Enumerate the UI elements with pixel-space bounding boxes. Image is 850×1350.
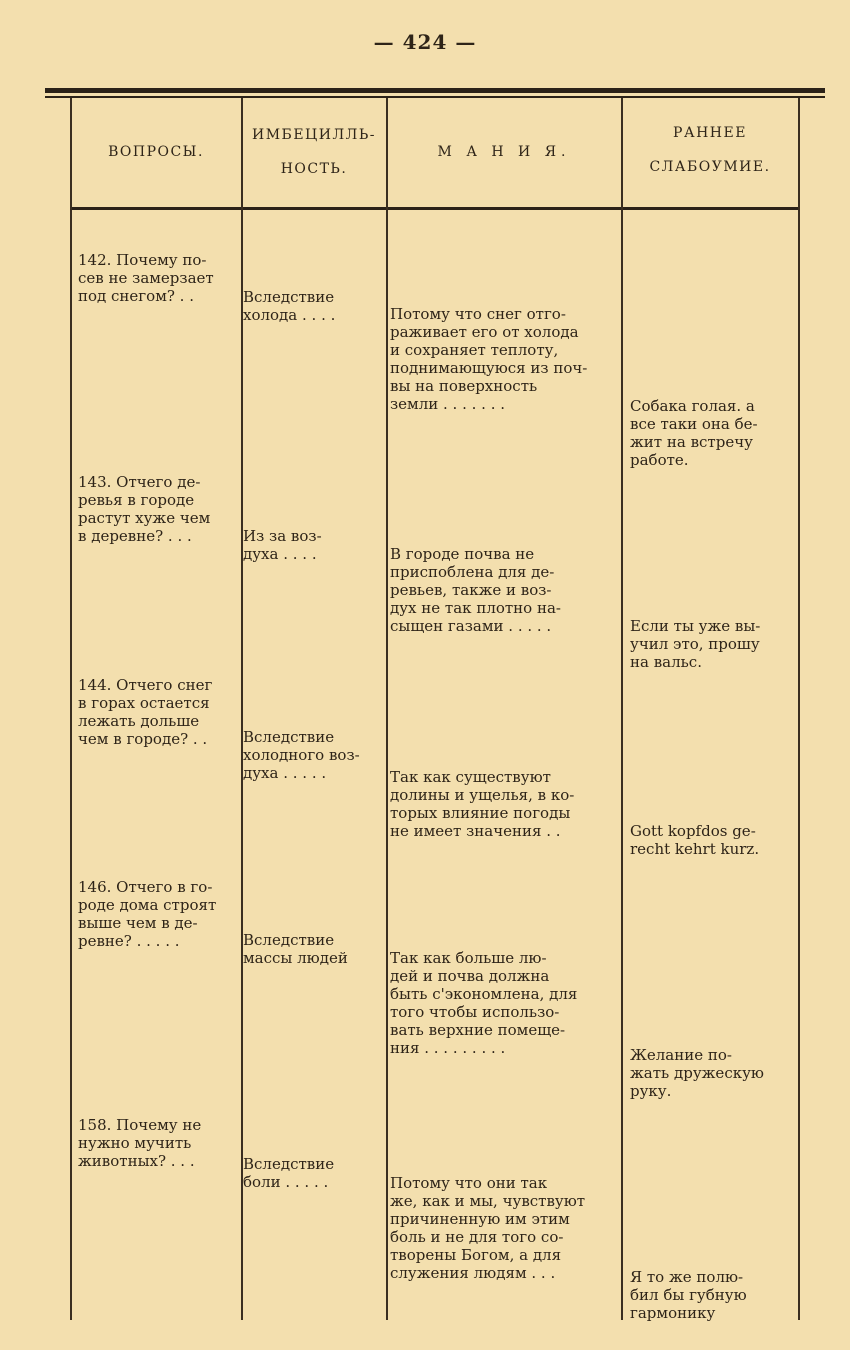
imbecility-cell: Из за воз- духа . . . . bbox=[243, 527, 322, 563]
imbecility-cell: Вследствие холода . . . . bbox=[243, 288, 336, 324]
column-divider-3 bbox=[621, 98, 623, 1320]
dementia-cell: Gott kopfdos ge- recht kehrt kurz. bbox=[630, 822, 760, 858]
header-questions: ВОПРОСЫ. bbox=[108, 144, 204, 160]
question-cell: 142. Почему по- сев не замерзает под снегом? . . bbox=[78, 251, 214, 305]
column-divider-left bbox=[70, 98, 72, 1320]
mania-cell: Потому что снег отго- раживает его от холода и сохраняет теплоту, поднимающуюся из поч- вы на поверхность земли . . . . . . . bbox=[390, 305, 588, 413]
imbecility-cell: Вследствие боли . . . . . bbox=[243, 1155, 335, 1191]
imbecility-cell: Вследствие холодного воз- духа . . . . . bbox=[243, 728, 360, 782]
mania-cell: В городе почва не приспоблена для де- ревьев, также и воз- дух не так плотно на- сыщен газами . . . . . bbox=[390, 545, 561, 635]
dementia-cell: Я то же полю- бил бы губную гармонику bbox=[630, 1268, 747, 1322]
mania-cell: Потому что они так же, как и мы, чувствуют причиненную им этим боль и не для того со- творены Богом, а для служения людям . . . bbox=[390, 1174, 586, 1282]
page-number: — 424 — bbox=[373, 30, 477, 54]
dementia-cell: Если ты уже вы- учил это, прошу на вальс. bbox=[630, 617, 761, 671]
column-divider-2 bbox=[386, 98, 388, 1320]
top-rule-thick bbox=[45, 88, 825, 93]
header-rule bbox=[72, 207, 798, 210]
top-rule-thin bbox=[45, 96, 825, 98]
header-imbecility: ИМБЕЦИЛЛЬ- НОСТЬ. bbox=[252, 127, 376, 177]
header-mania: М А Н И Я. bbox=[437, 144, 571, 160]
mania-cell: Так как существуют долины и ущелья, в ко- торых влияние погоды не имеет значения . . bbox=[390, 768, 575, 840]
question-cell: 143. Отчего де- ревья в городе растут хуже чем в деревне? . . . bbox=[78, 473, 211, 545]
question-cell: 158. Почему не нужно мучить животных? . . . bbox=[78, 1116, 202, 1170]
header-dementia: РАННЕЕ СЛАБОУМИЕ. bbox=[649, 125, 771, 175]
column-divider-right bbox=[798, 98, 800, 1320]
question-cell: 144. Отчего снег в горах остается лежать дольше чем в городе? . . bbox=[78, 676, 213, 748]
dementia-cell: Желание по- жать дружескую руку. bbox=[630, 1046, 764, 1100]
question-cell: 146. Отчего в го- роде дома строят выше чем в де- ревне? . . . . . bbox=[78, 878, 217, 950]
column-divider-1 bbox=[241, 98, 243, 1320]
imbecility-cell: Вследствие массы людей bbox=[243, 931, 348, 967]
dementia-cell: Собака голая. а все таки она бе- жит на встречу работе. bbox=[630, 397, 758, 469]
mania-cell: Так как больше лю- дей и почва должна быть с'экономлена, для того чтобы использо- вать верхние помеще- ния . . . . . . . . . bbox=[390, 949, 578, 1057]
